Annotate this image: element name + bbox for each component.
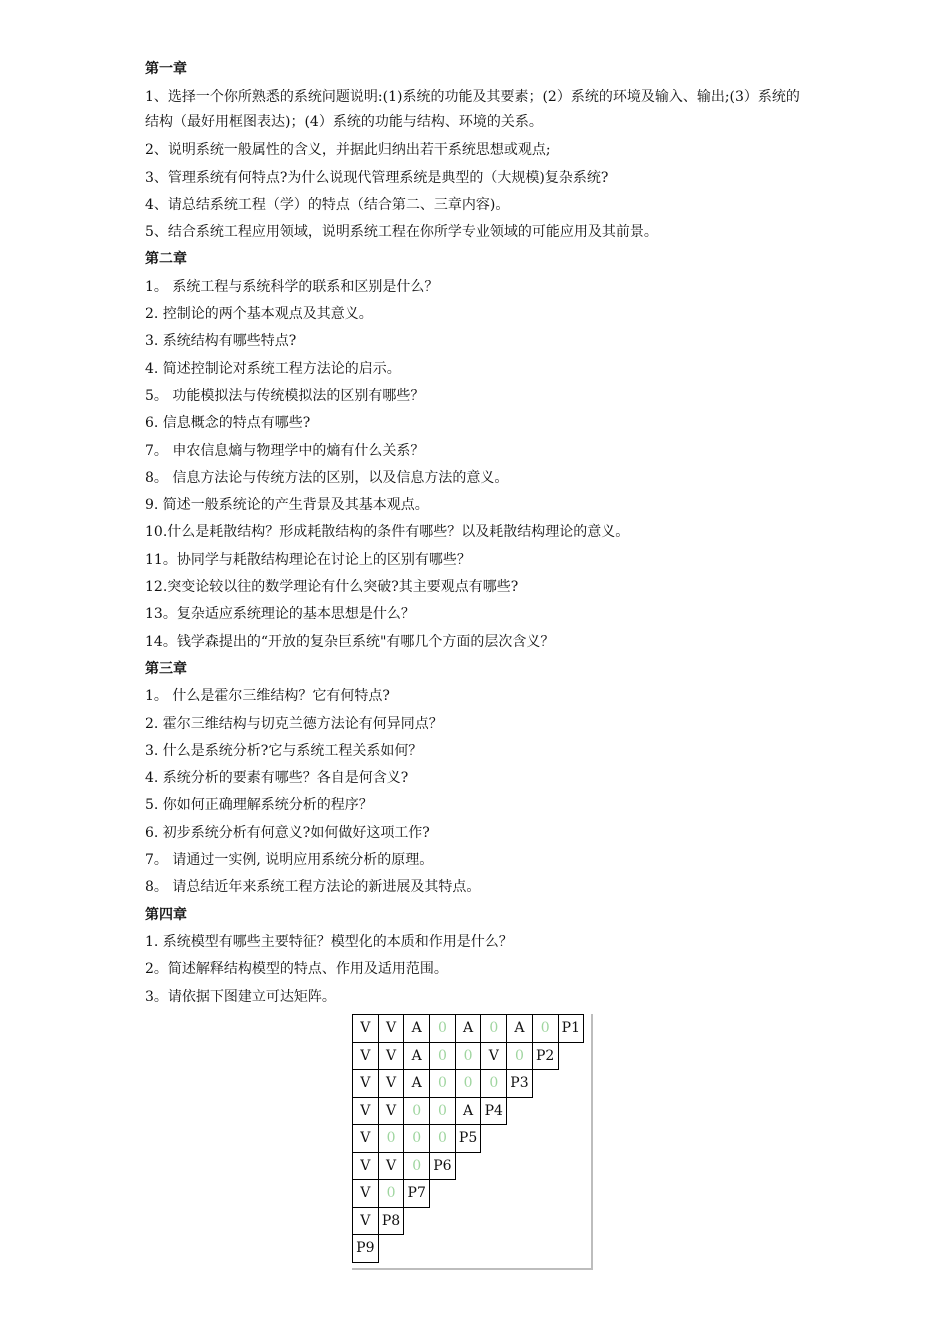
ch2-question-2: 2. 控制论的两个基本观点及其意义。: [145, 306, 373, 323]
matrix-cell: 0: [429, 1014, 456, 1043]
relation-matrix: [352, 1014, 592, 1270]
matrix-cell: 0: [480, 1014, 507, 1043]
matrix-row: [352, 1124, 480, 1153]
chapter-2-title: 第二章: [145, 251, 187, 268]
chapter-3-title: 第三章: [145, 660, 187, 677]
ch2-question-14: 14。钱学森提出的“开放的复杂巨系统"有哪几个方面的层次含义？: [145, 633, 555, 650]
matrix-cell: V: [378, 1152, 405, 1181]
ch2-question-10: 10.什么是耗散结构？形成耗散结构的条件有哪些？以及耗散结构理论的意义。: [145, 524, 630, 541]
ch1-question-5: 5、结合系统工程应用领域，说明系统工程在你所学专业领域的可能应用及其前景。: [145, 224, 658, 241]
ch2-question-4: 4. 简述控制论对系统工程方法论的启示。: [145, 360, 401, 377]
matrix-row: [352, 1097, 506, 1126]
ch2-question-6: 6. 信息概念的特点有哪些?: [145, 415, 311, 432]
matrix-row: [352, 1152, 455, 1181]
matrix-cell: 0: [403, 1097, 430, 1126]
matrix-cell: V: [352, 1124, 379, 1153]
ch1-question-4: 4、请总结系统工程（学）的特点（结合第二、三章内容)。: [145, 196, 510, 213]
ch4-question-2: 2。简述解释结构模型的特点、作用及适用范围。: [145, 961, 448, 978]
ch1-question-2: 2、说明系统一般属性的含义，并据此归纳出若干系统思想或观点;: [145, 142, 551, 159]
matrix-cell: A: [455, 1014, 482, 1043]
matrix-cell: 0: [429, 1097, 456, 1126]
matrix-cell: V: [352, 1152, 379, 1181]
ch2-question-7: 7。 申农信息熵与物理学中的熵有什么关系？: [145, 442, 425, 459]
matrix-node-label: P6: [429, 1152, 456, 1181]
matrix-node-label: P3: [506, 1069, 533, 1098]
matrix-node-label: P7: [403, 1179, 430, 1208]
matrix-node-label: P2: [532, 1042, 559, 1071]
chapter-1-title: 第一章: [145, 61, 187, 77]
matrix-row: [352, 1179, 429, 1208]
matrix-cell: 0: [378, 1124, 405, 1153]
ch3-question-1: 1。 什么是霍尔三维结构？它有何特点?: [145, 688, 390, 705]
ch2-question-3: 3. 系统结构有哪些特点?: [145, 333, 297, 350]
matrix-cell: A: [403, 1014, 430, 1043]
ch2-question-11: 11。协同学与耗散结构理论在讨论上的区别有哪些？: [145, 551, 471, 568]
matrix-cell: V: [352, 1014, 379, 1043]
matrix-cell: V: [352, 1207, 379, 1236]
ch1-question-1: 1、选择一个你所熟悉的系统问题说明:(1)系统的功能及其要素；(2）系统的环境及输入、输出;(3）系统的结构（最好用框图表达)；(4）系统的功能与结构、环境的关系。: [145, 89, 800, 131]
ch2-question-5: 5。 功能模拟法与传统模拟法的区别有哪些？: [145, 387, 425, 404]
ch2-question-13: 13。复杂适应系统理论的基本思想是什么？: [145, 606, 415, 623]
ch3-question-6: 6. 初步系统分析有何意义?如何做好这项工作?: [145, 824, 430, 841]
ch2-question-1: 1。 系统工程与系统科学的联系和区别是什么？: [145, 278, 439, 295]
matrix-node-label: P4: [480, 1097, 507, 1126]
ch2-question-12: 12.突变论较以往的数学理论有什么突破?其主要观点有哪些?: [145, 579, 519, 596]
ch4-question-1: 1. 系统模型有哪些主要特征？模型化的本质和作用是什么？: [145, 933, 513, 950]
matrix-node-label: P1: [558, 1014, 585, 1043]
matrix-node-label: P5: [455, 1124, 482, 1153]
ch3-question-8: 8。 请总结近年来系统工程方法论的新进展及其特点。: [145, 879, 481, 896]
ch3-question-2: 2. 霍尔三维结构与切克兰德方法论有何异同点？: [145, 715, 443, 732]
chapter-4-title: 第四章: [145, 906, 187, 923]
matrix-cell: A: [403, 1042, 430, 1071]
ch3-question-3: 3. 什么是系统分析?它与系统工程关系如何？: [145, 742, 423, 759]
matrix-cell: 0: [429, 1069, 456, 1098]
matrix-cell: 0: [378, 1179, 405, 1208]
matrix-cell: V: [352, 1069, 379, 1098]
ch2-question-9: 9. 简述一般系统论的产生背景及其基本观点。: [145, 497, 429, 514]
matrix-cell: 0: [455, 1069, 482, 1098]
matrix-row: [352, 1207, 403, 1236]
ch4-question-3: 3。请依据下图建立可达矩阵。: [145, 988, 336, 1005]
matrix-row: [352, 1014, 583, 1043]
matrix-cell: A: [506, 1014, 533, 1043]
matrix-cell: V: [480, 1042, 507, 1071]
ch2-question-8: 8。 信息方法论与传统方法的区别，以及信息方法的意义。: [145, 469, 509, 486]
ch1-question-3: 3、管理系统有何特点?为什么说现代管理系统是典型的（大规模)复杂系统?: [145, 169, 609, 186]
matrix-row: [352, 1069, 532, 1098]
matrix-cell: V: [352, 1042, 379, 1071]
matrix-row: [352, 1234, 378, 1263]
document-body: [145, 56, 805, 1011]
matrix-cell: 0: [532, 1014, 559, 1043]
matrix-cell: A: [455, 1097, 482, 1126]
matrix-cell: 0: [403, 1124, 430, 1153]
matrix-cell: 0: [455, 1042, 482, 1071]
matrix-cell: V: [352, 1097, 379, 1126]
matrix-row: [352, 1042, 558, 1071]
matrix-cell: 0: [429, 1042, 456, 1071]
matrix-cell: V: [378, 1097, 405, 1126]
matrix-cell: V: [352, 1179, 379, 1208]
matrix-cell: V: [378, 1069, 405, 1098]
matrix-cell: 0: [429, 1124, 456, 1153]
matrix-cell: V: [378, 1014, 405, 1043]
matrix-cell: A: [403, 1069, 430, 1098]
matrix-cell: V: [378, 1042, 405, 1071]
matrix-node-label: P9: [352, 1234, 379, 1263]
matrix-cell: 0: [403, 1152, 430, 1181]
matrix-node-label: P8: [378, 1207, 405, 1236]
matrix-cell: 0: [480, 1069, 507, 1098]
matrix-cell: 0: [506, 1042, 533, 1071]
ch3-question-5: 5. 你如何正确理解系统分析的程序？: [145, 797, 373, 814]
ch3-question-4: 4. 系统分析的要素有哪些？各自是何含义?: [145, 770, 409, 787]
ch3-question-7: 7。 请通过一实例, 说明应用系统分析的原理。: [145, 852, 434, 869]
